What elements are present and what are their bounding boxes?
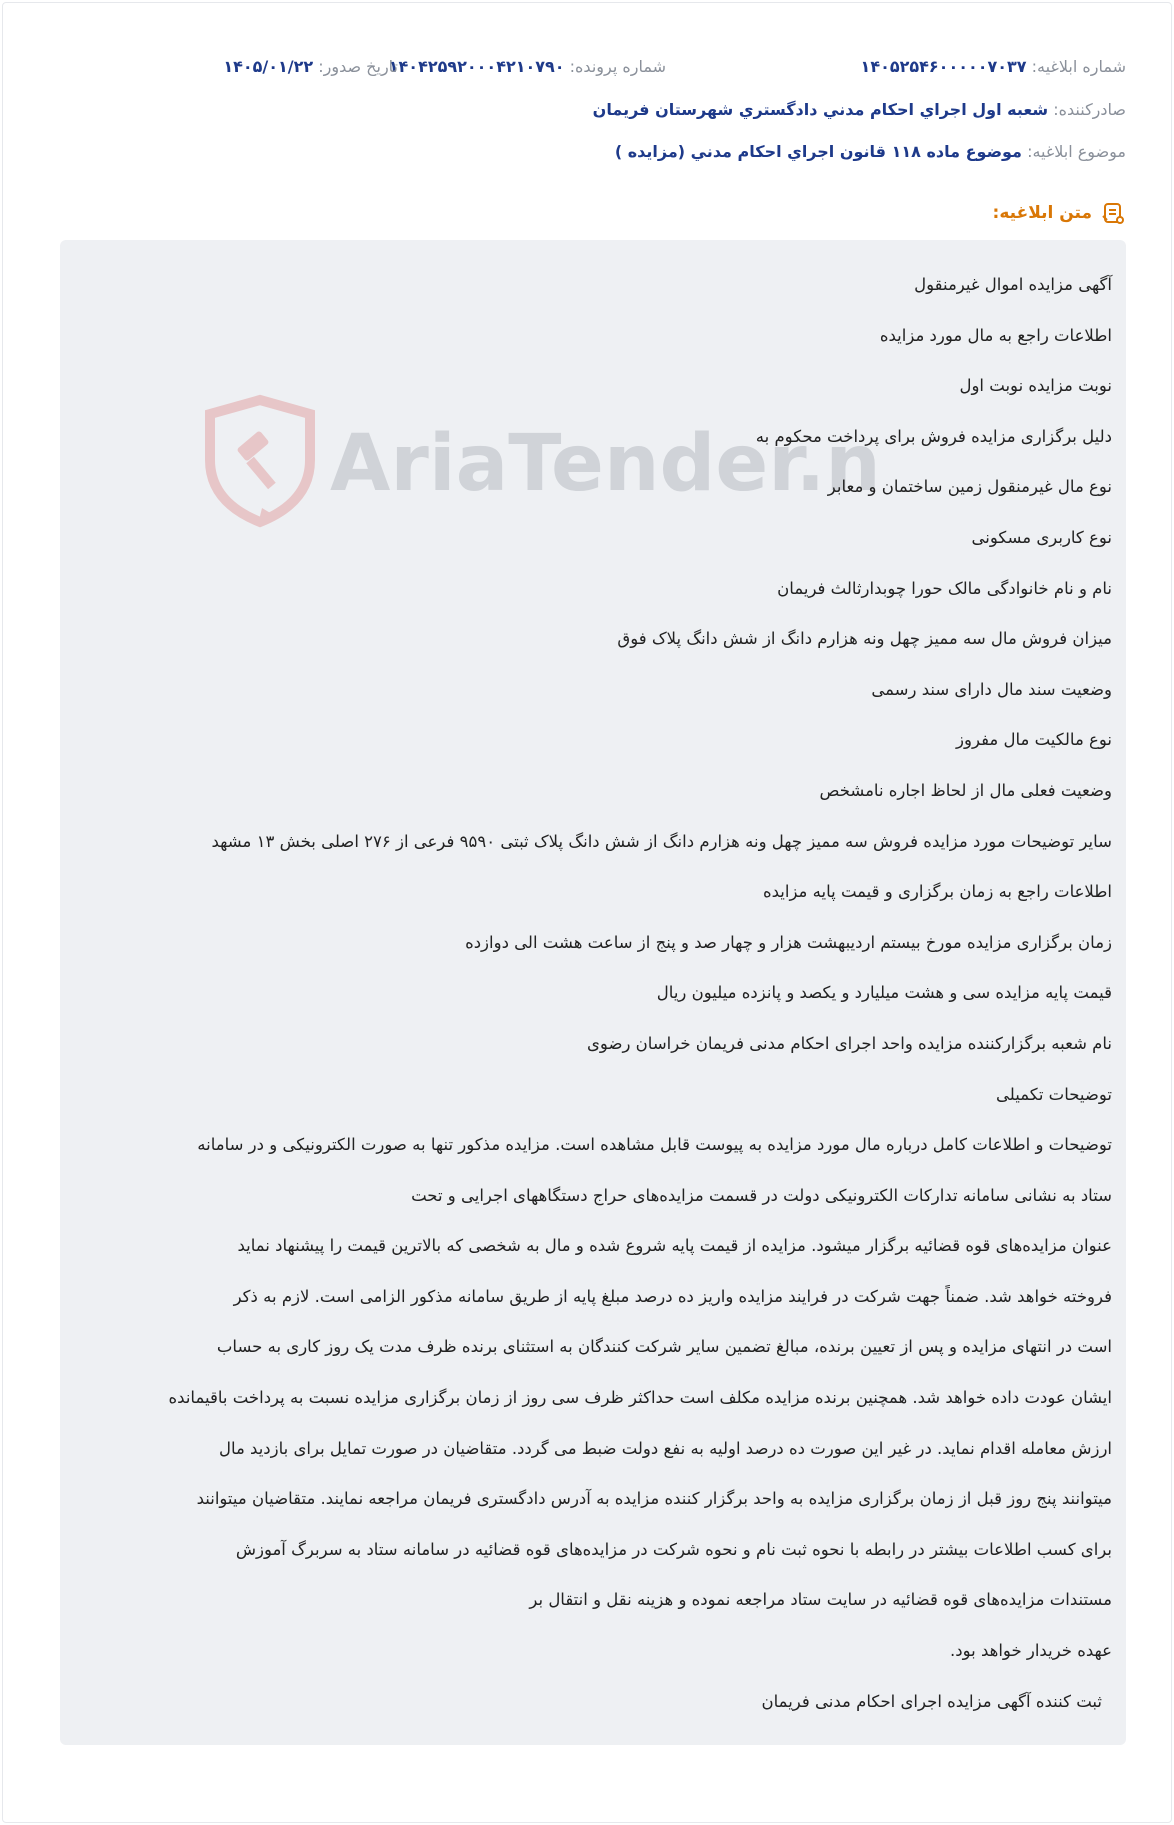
notice-body-line: نوبت مزایده نوبت اول xyxy=(959,376,1112,396)
notice-body-line: آگهی مزایده اموال غیرمنقول xyxy=(914,275,1112,294)
notice-body-line: میتوانند پنج روز قبل از زمان برگزاری مزایده به واحد برگزار کننده مزایده به آدرس دادگستری فریمان مراجعه نمایند. متقاضیان میتوانند xyxy=(196,1489,1112,1509)
notice-body-line: وضعیت فعلی مال از لحاظ اجاره نامشخص xyxy=(819,780,1112,800)
document-icon xyxy=(1100,200,1126,226)
notice-body-line: نوع کاربری مسکونی xyxy=(971,527,1112,547)
notice-body-line: ستاد به نشانی سامانه تدارکات الکترونیکی دولت در قسمت مزایده‌های حراج دستگاههای اجرایی و تحت xyxy=(411,1185,1112,1205)
notice-body-line: قیمت پایه مزایده سی و هشت میلیارد و یکصد و پانزده میلیون ریال xyxy=(656,983,1112,1003)
subject-row xyxy=(48,142,1126,161)
issuer-label: صادرکننده: xyxy=(1053,100,1126,119)
notice-body-line: وضعیت سند مال دارای سند رسمی xyxy=(871,679,1112,699)
notice-body xyxy=(74,260,1112,1727)
notice-body-line: توضیحات تکمیلی xyxy=(996,1084,1112,1104)
notice-body-line: فروخته خواهد شد. ضمناً جهت شرکت در فرایند مزایده واریز ده درصد مبلغ پایه از طریق سامانه مذکور الزامی است. لازم به ذکر xyxy=(233,1286,1112,1306)
notice-body-line: ارزش معامله اقدام نماید. در غیر این صورت ده درصد اولیه به نفع دولت ضبط می گردد. متقاضیان در صورت تمایل برای بازدید مال xyxy=(218,1438,1112,1458)
notice-body-line: برای کسب اطلاعات بیشتر در رابطه با نحوه ثبت نام و نحوه شرکت در مزایده‌های قوه قضائیه در سامانه ستاد به سربرگ آموزش xyxy=(235,1539,1112,1559)
notice-body-line: ثبت کننده آگهی مزایده اجرای احکام مدنی فریمان xyxy=(761,1691,1102,1711)
notice-text-title: متن ابلاغیه: xyxy=(992,203,1092,223)
notice-body-line: اطلاعات راجع به مال مورد مزایده xyxy=(879,325,1112,345)
notice-body-line: نوع مالکیت مال مفروز xyxy=(956,730,1112,750)
issuer-value: شعبه اول اجراي احكام مدني دادگستري شهرستان فريمان xyxy=(592,100,1049,119)
notice-body-line: نام و نام خانوادگی مالک حورا چوبدارثالث فریمان xyxy=(777,578,1112,598)
notice-text-heading xyxy=(993,200,1126,226)
notice-number-label: شماره ابلاغیه: xyxy=(1031,57,1126,76)
subject-value: موضوع ماده ۱۱۸ قانون اجراي احكام مدني (مزايده ) xyxy=(614,142,1022,161)
issue-date-field xyxy=(223,57,398,76)
notice-body-line: اطلاعات راجع به زمان برگزاری و قیمت پایه مزایده xyxy=(762,882,1112,902)
issue-date-label: تاریخ صدور: xyxy=(318,57,398,76)
notice-body-line: مستندات مزایده‌های قوه قضائیه در سایت ستاد مراجعه نموده و هزینه نقل و انتقال بر xyxy=(529,1590,1112,1610)
case-number-value: ۱۴۰۴۲۵۹۲۰۰۰۴۲۱۰۷۹۰ xyxy=(388,57,565,76)
notice-body-line: میزان فروش مال سه ممیز چهل ونه هزارم دانگ از شش دانگ پلاک فوق xyxy=(617,629,1112,649)
notice-body-line: توضیحات و اطلاعات کامل درباره مال مورد مزایده به پیوست قابل مشاهده است. مزایده مذکور تنها به صورت الکترونیکی و در سامانه xyxy=(197,1135,1112,1155)
notice-body-line: است در انتهای مزایده و پس از تعیین برنده، مبالغ تضمین سایر شرکت کنندگان به استثنای برنده ظرف مدت یک روز کاری به حساب xyxy=(216,1337,1112,1357)
watermark-text: AriaTender.n xyxy=(330,419,880,509)
notice-body-line: سایر توضیحات مورد مزایده فروش سه ممیز چهل ونه هزارم دانگ از شش دانگ پلاک ثبتی ۹۵۹۰ فرعی از ۲۷۶ اصلی بخش ۱۳ مشهد xyxy=(211,831,1112,851)
notice-body-line: ایشان عودت داده خواهد شد. همچنین برنده مزایده مکلف است حداکثر ظرف سی روز از زمان برگزاری مزایده نسبت به پرداخت باقیمانده xyxy=(168,1388,1112,1408)
issue-date-value: ۱۴۰۵/۰۱/۲۲ xyxy=(223,57,314,76)
notice-body-line: نوع مال غیرمنقول زمین ساختمان و معابر xyxy=(827,477,1112,497)
notice-body-line: زمان برگزاری مزایده مورخ بیستم اردیبهشت هزار و چهار صد و پنج از ساعت هشت الی دوازده xyxy=(465,932,1112,952)
notice-meta-row xyxy=(48,57,1126,81)
issuer-row xyxy=(48,100,1126,119)
notice-number-field xyxy=(861,57,1126,76)
case-number-field xyxy=(389,57,666,76)
notice-number-value: ۱۴۰۵۲۵۴۶۰۰۰۰۰۷۰۳۷ xyxy=(860,57,1027,76)
notice-body-line: عهده خریدار خواهد بود. xyxy=(950,1641,1112,1661)
case-number-label: شماره پرونده: xyxy=(569,57,666,76)
notice-body-line: عنوان مزایده‌های قوه قضائیه برگزار میشود. مزایده از قیمت پایه شروع شده و مال به شخصی که بالاترین قیمت را پیشنهاد نماید xyxy=(237,1236,1112,1256)
notice-body-line: دلیل برگزاری مزایده فروش برای پرداخت محکوم به xyxy=(755,426,1112,446)
notice-content-box xyxy=(60,240,1126,1745)
notice-body-line: نام شعبه برگزارکننده مزایده واحد اجرای احکام مدنی فریمان خراسان رضوی xyxy=(587,1033,1112,1053)
subject-label: موضوع ابلاغیه: xyxy=(1027,142,1126,161)
